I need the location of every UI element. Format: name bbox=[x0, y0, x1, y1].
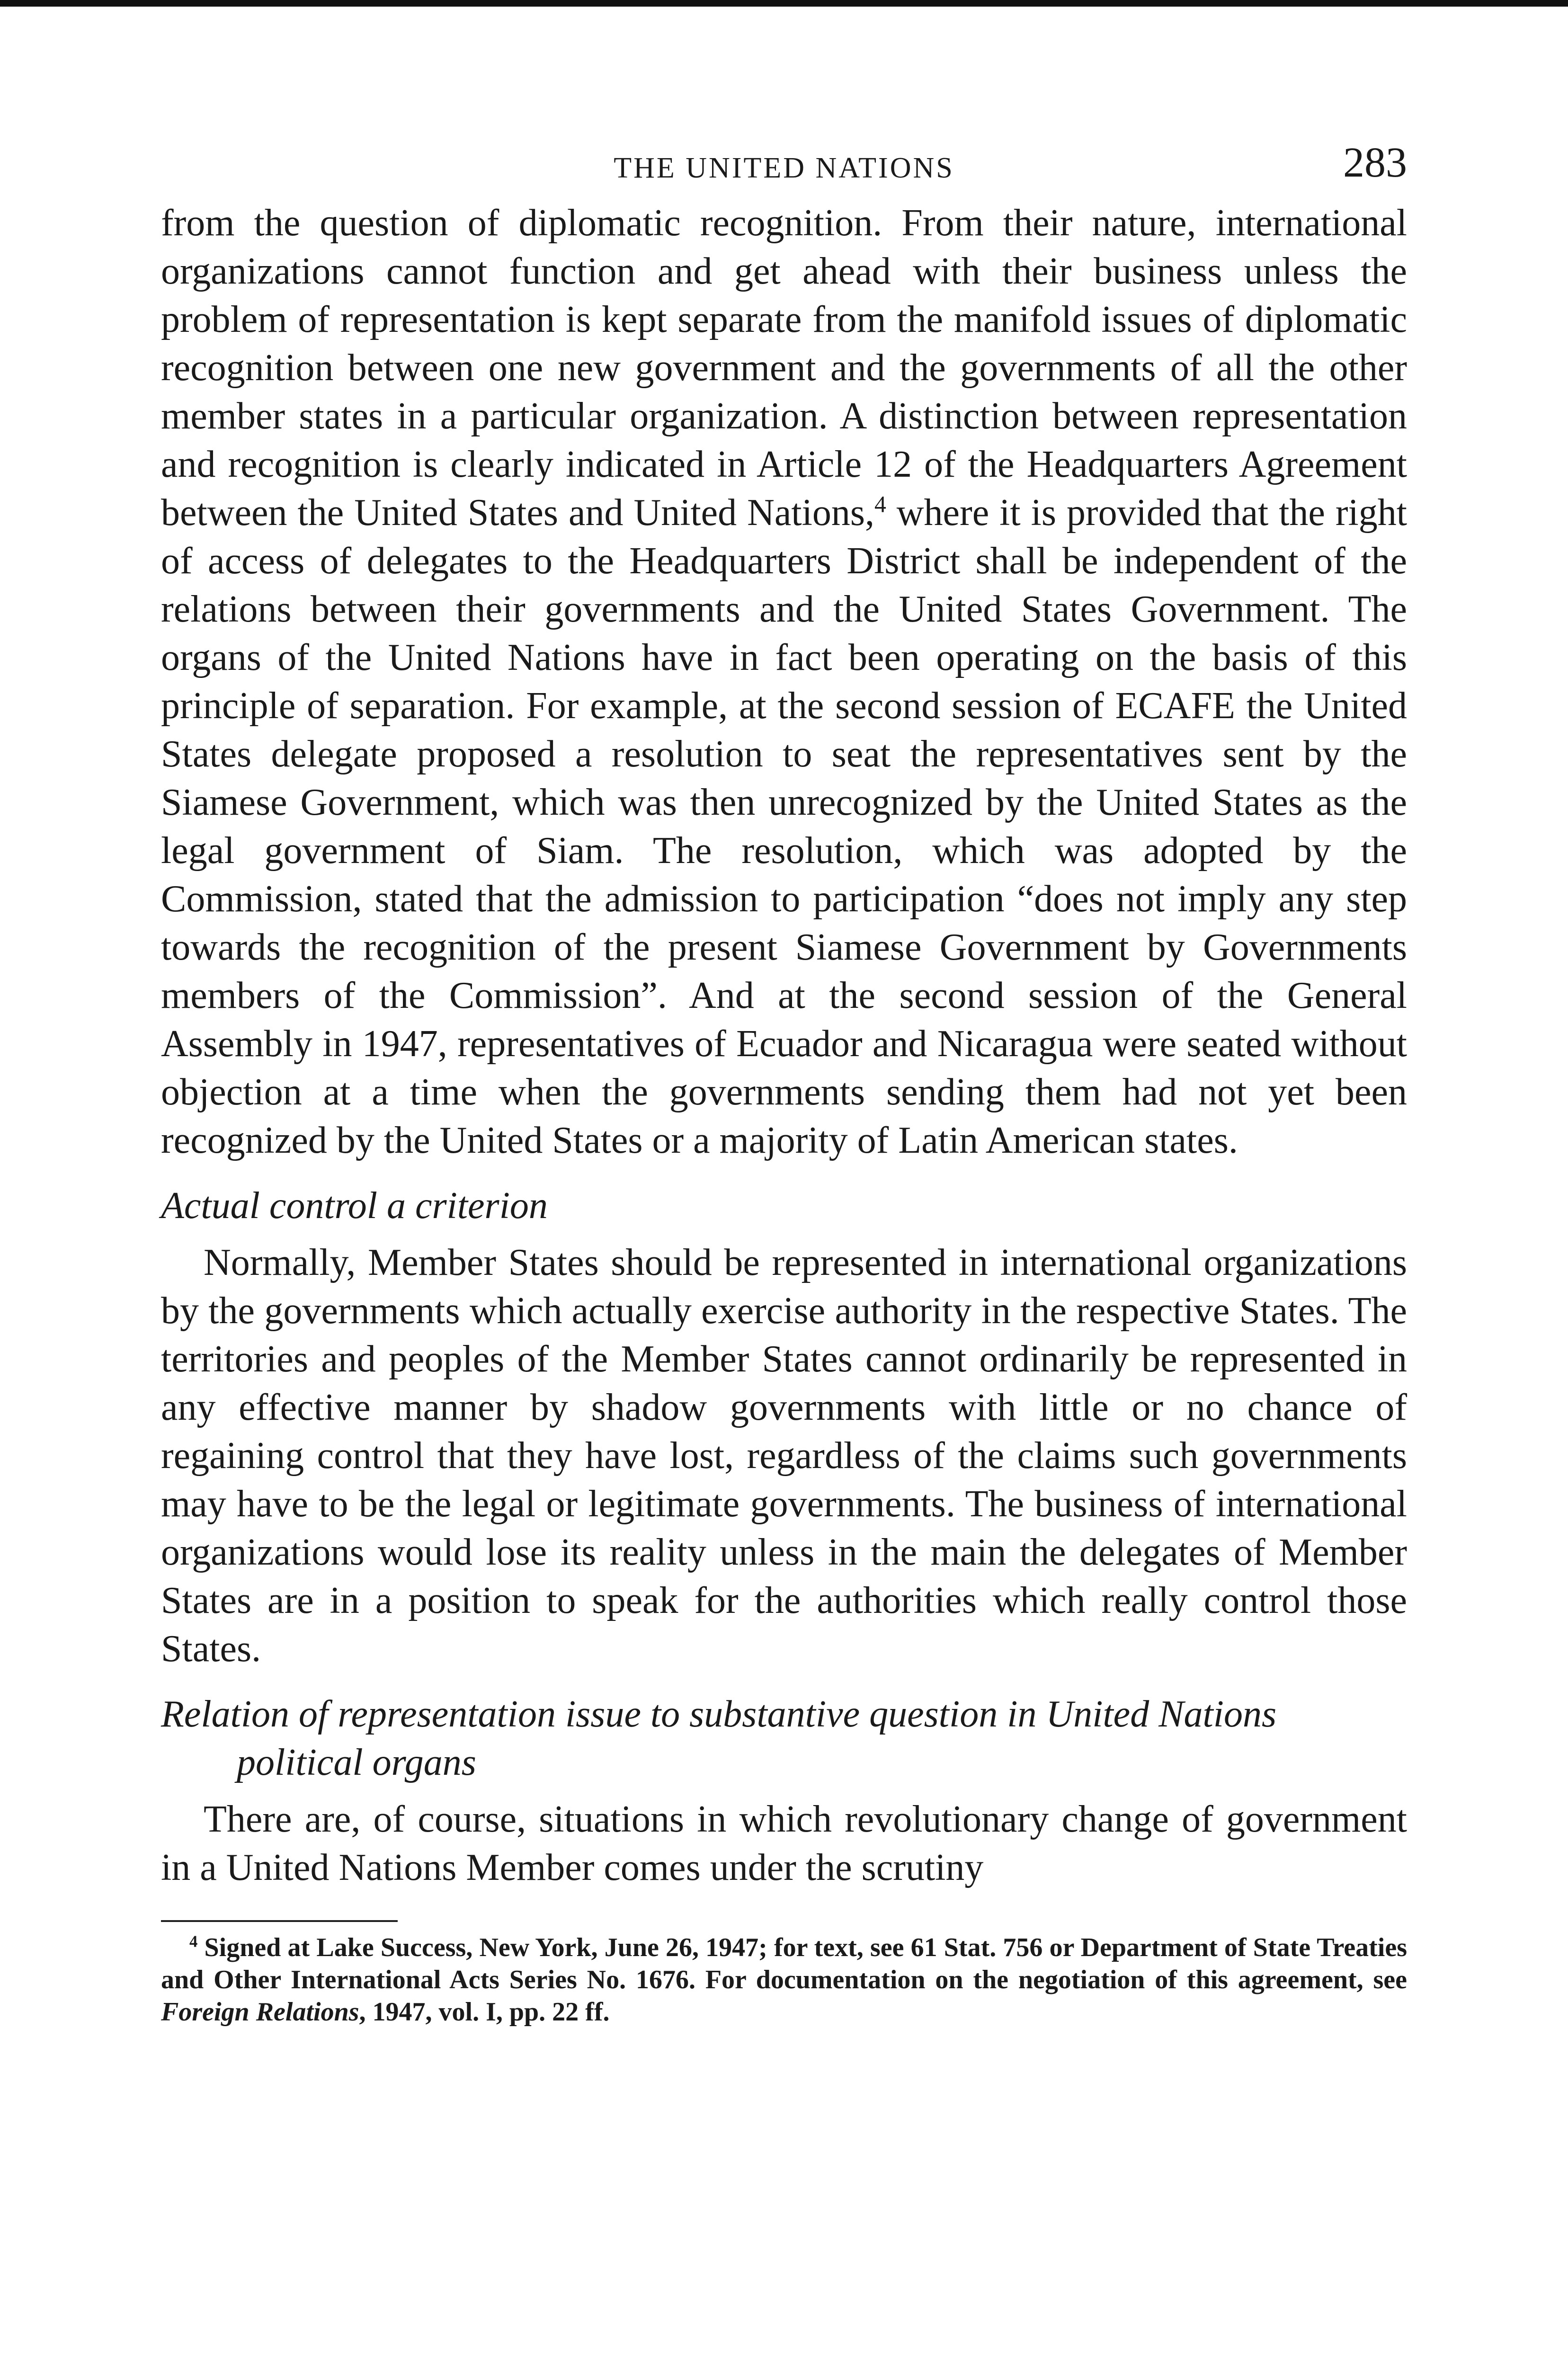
footnote-text: , 1947, vol. I, pp. 22 ff. bbox=[359, 1997, 610, 2027]
page-number: 283 bbox=[1343, 139, 1407, 186]
footnote-divider bbox=[161, 1920, 398, 1922]
footnote-citation-title: Foreign Relations bbox=[161, 1997, 359, 2027]
paragraph-revolutionary-change: There are, of course, situations in which revolutionary change of government in a United Nations Member comes under the scrutiny bbox=[161, 1798, 1407, 1888]
top-border-rule bbox=[0, 0, 1568, 7]
footnote-mark: 4 bbox=[189, 1932, 198, 1951]
section-heading-representation-issue: Relation of representation issue to substantive question in United Nations political organs bbox=[161, 1693, 1277, 1783]
section-heading-actual-control: Actual control a criterion bbox=[161, 1185, 548, 1227]
footnote-4 bbox=[161, 1931, 1407, 2028]
paragraph-text: where it is provided that the right of access of delegates to the Headquarters District shall be independent of the relations between their governments and the United States Government. The organs of the United Nations have in fact been operating on the basis of this principle of separation. For example, at the second session of ECAFE the United States delegate proposed a resolution to seat the representatives sent by the Siamese Government, which was then unrecognized by the United States as the legal government of Siam. The resolution, which was adopted by the Commission, stated that the admission to participation “does not imply any step towards the recognition of the present Siamese Government by Governments members of the Commission”. And at the second session of the General Assembly in 1947, representatives of Ecuador and Nicaragua were seated without objection at a time when the governments sending them had not yet been recognized by the United States or a majority of Latin American states. bbox=[161, 492, 1407, 1161]
paragraph-actual-control: Normally, Member States should be represented in international organizations by the governments which actually exercise authority in the respective States. The territories and peoples of the Member States cannot ordinarily be represented in any effective manner by shadow governments with little or no chance of regaining control that they have lost, regardless of the claims such governments may have to be the legal or legitimate governments. The business of international organizations would lose its reality unless in the main the delegates of Member States are in a position to speak for the authorities which really control those States. bbox=[161, 1242, 1407, 1670]
book-page bbox=[161, 133, 1407, 2028]
paragraph-text: from the question of diplomatic recognition. From their nature, international organizations cannot function and get ahead with their business unless the problem of representation is kept separate from the manifold issues of diplomatic recognition between one new government and the governments of all the other member states in a particular organization. A distinction between representation and recognition is clearly indicated in Article 12 of the Headquarters Agreement between the United States and United Nations, bbox=[161, 202, 1407, 534]
footnote-reference[interactable]: 4 bbox=[874, 491, 886, 517]
running-title: THE UNITED NATIONS bbox=[614, 152, 954, 184]
footnote-text: Signed at Lake Success, New York, June 26, 1947; for text, see 61 Stat. 756 or Department of State Treaties and Other International Acts Series No. 1676. For documentation on the negotiation of this agreement, see bbox=[161, 1933, 1407, 1994]
running-header bbox=[161, 133, 1407, 199]
paragraph-recognition bbox=[161, 199, 1407, 1165]
